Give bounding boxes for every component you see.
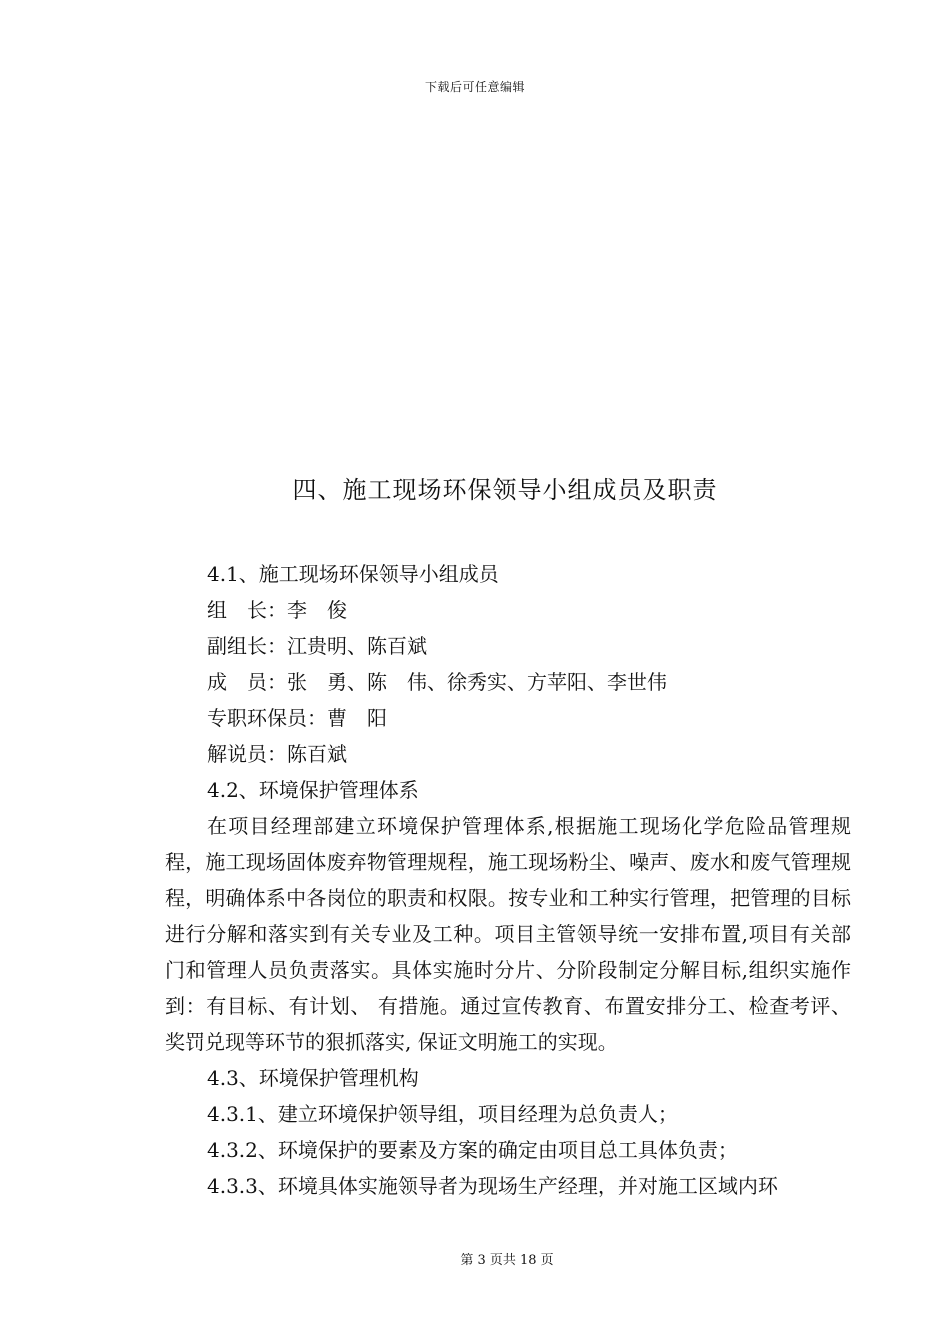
item-4-3-1: 4.3.1、建立环境保护领导组，项目经理为总负责人； xyxy=(207,1102,678,1126)
item-4-3-3: 4.3.3、环境具体实施领导者为现场生产经理，并对施工区域内环 xyxy=(207,1174,778,1198)
section-title: 四、施工现场环保领导小组成员及职责 xyxy=(292,476,718,504)
member-narrator: 解说员：陈百斌 xyxy=(207,742,347,766)
subsection-heading-4-3: 4.3、环境保护管理机构 xyxy=(207,1066,419,1090)
member-deputy-leader: 副组长：江贵明、陈百斌 xyxy=(207,634,427,658)
member-env-officer: 专职环保员：曹 阳 xyxy=(207,706,387,730)
body-paragraph: 在项目经理部建立环境保护管理体系,根据施工现场化学危险品管理规程，施工现场固体废弃物管理规程，施工现场粉尘、噪声、废水和废气管理规程，明确体系中各岗位的职责和权限。按专业和工种实行管理，把管理的目标进行分解和落实到有关专业及工种。项目主管领导统一安排布置,项目有关部门和管理人员负责落实。具体实施时分片、分阶段制定分解目标,组织实施作到：有目标、有计划、 有措施。通过宣传教育、布置安排分工、检查考评、奖罚兑现等环节的狠抓落实, 保证文明施工的实现。 xyxy=(165,814,851,1054)
subsection-heading-4-1: 4.1、施工现场环保领导小组成员 xyxy=(207,562,499,586)
subsection-heading-4-2: 4.2、环境保护管理体系 xyxy=(207,778,419,802)
page-footer: 第 3 页共 18 页 xyxy=(460,1253,554,1268)
member-leader: 组 长：李 俊 xyxy=(207,598,347,622)
body-content xyxy=(165,556,851,1204)
item-4-3-2: 4.3.2、环境保护的要素及方案的确定由项目总工具体负责； xyxy=(207,1138,738,1162)
member-list: 成 员：张 勇、陈 伟、徐秀实、方苹阳、李世伟 xyxy=(207,670,667,694)
header-note: 下载后可任意编辑 xyxy=(424,80,525,94)
